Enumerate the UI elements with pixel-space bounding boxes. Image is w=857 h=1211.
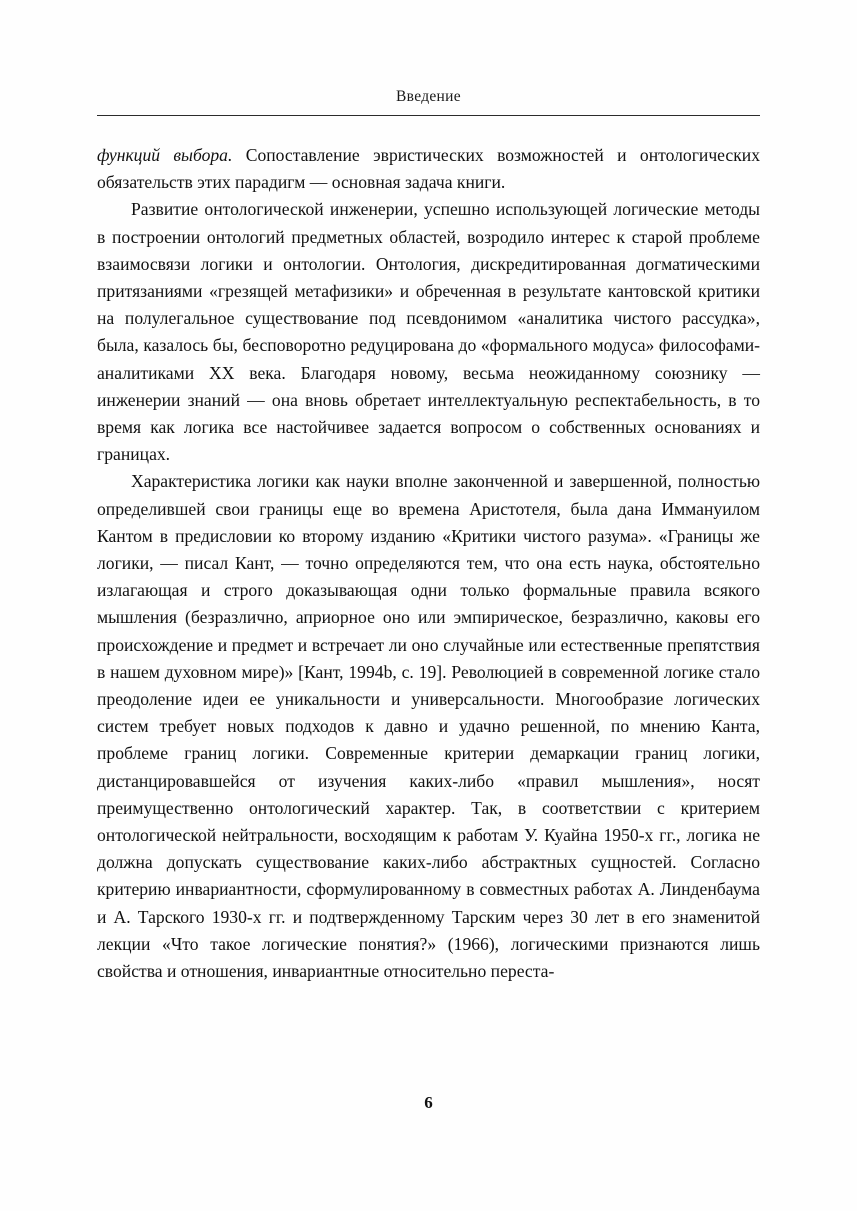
paragraph-1-text: Сопоставление эвристических возможностей и онтологических обязательств этих парадигм — основная задача книги. <box>97 145 761 193</box>
paragraph-3: Характеристика логики как науки вполне законченной и завершенной, полностью определившей свои границы еще во времена Аристотеля, была дана Иммануилом Кантом в предисловии ко второму изданию «Критики чистого разума». «Границы же логики, — писал Кант, — точно определяются тем, что она есть наука, обстоятельно излагающая и строго доказывающая одни только формальные правила всякого мышления (безразлично, априорное оно или эмпирическое, безразлично, каковы его происхождение и предмет и встречает ли оно случайные или естественные препятствия в нашем духовном мире)» [Кант, 1994b, с. 19]. Революцией в современной логике стало преодоление идеи ее уникальности и универсальности. Многообразие логических систем требует новых подходов к давно и удачно решенной, по мнению Канта, проблеме границ логики. Современные критерии демаркации границ логики, дистанцировавшейся от изучения каких-либо «правил мышления», носят преимущественно онтологический характер. Так, в соответствии с критерием онтологической нейтральности, восходящим к работам У. Куайна 1950-х гг., логика не должна допускать существование каких-либо абстрактных сущностей. Согласно критерию инвариантности, сформулированному в совместных работах А. Линденбаума и А. Тарского 1930-х гг. и подтвержденному Тарским через 30 лет в его знаменитой лекции «Что такое логические понятия?» (1966), логическими признаются лишь свойства и отношения, инвариантные относительно переста- <box>97 471 760 982</box>
page-content <box>97 88 760 985</box>
paragraph-1-italic-lead: функций выбора. <box>97 145 233 165</box>
page-number: 6 <box>424 1093 433 1112</box>
header-divider <box>97 115 760 116</box>
paragraph-2: Развитие онтологической инженерии, успешно использующей логические методы в построении онтологий предметных областей, возродило интерес к старой проблеме взаимосвязи логики и онтологии. Онтология, дискредитированная догматическими притязаниями «грезящей метафизики» и обреченная в результате кантовской критики на полулегальное существование под псевдонимом «аналитика чистого рассудка», была, казалось бы, бесповоротно редуцирована до «формального модуса» философами-аналитиками XX века. Благодаря новому, весьма неожиданному союзнику — инженерии знаний — она вновь обретает интеллектуальную респектабельность, в то время как логика все настойчивее задается вопросом о собственных основаниях и границах. <box>97 199 760 465</box>
paragraph-1 <box>97 142 760 196</box>
body-text <box>97 142 760 985</box>
running-head: Введение <box>396 88 461 105</box>
